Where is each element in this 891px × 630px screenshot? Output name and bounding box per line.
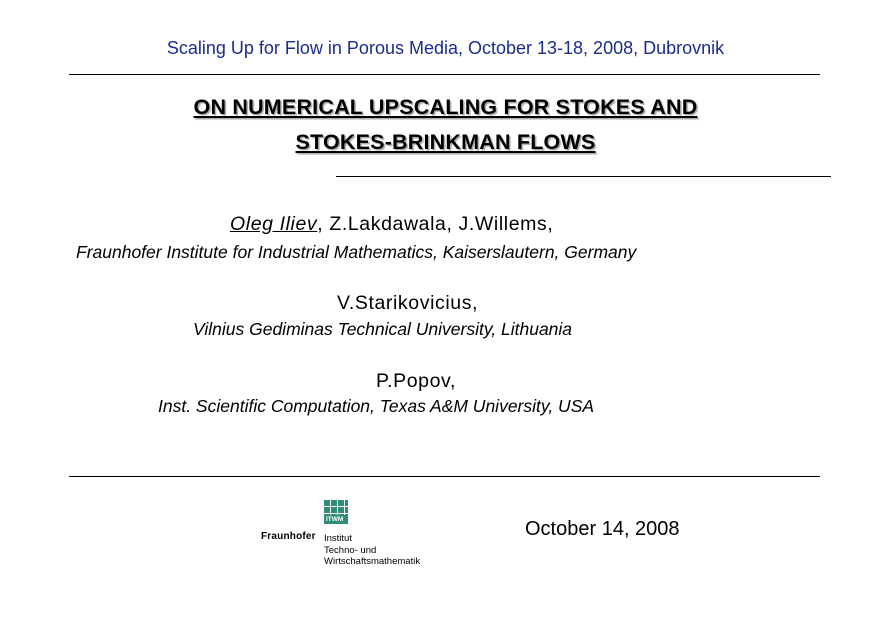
title-line-2: STOKES-BRINKMAN FLOWS bbox=[295, 130, 596, 154]
presentation-date: October 14, 2008 bbox=[525, 518, 680, 540]
author-line-1 bbox=[230, 213, 553, 236]
institute-name bbox=[324, 533, 420, 568]
author-3: P.Popov, bbox=[376, 370, 456, 392]
institute-line-1: Institut bbox=[324, 533, 352, 544]
itwm-mark-bar bbox=[324, 515, 348, 524]
title-divider bbox=[336, 176, 831, 177]
title-line-1: ON NUMERICAL UPSCALING FOR STOKES AND bbox=[193, 95, 698, 119]
conference-header: Scaling Up for Flow in Porous Media, October 13-18, 2008, Dubrovnik bbox=[166, 38, 725, 58]
top-divider bbox=[69, 74, 820, 75]
fraunhofer-brand: Fraunhofer bbox=[261, 531, 316, 542]
affiliation-2: Vilnius Gediminas Technical University, Lithuania bbox=[193, 319, 573, 339]
coauthors: , Z.Lakdawala, J.Willems, bbox=[317, 213, 554, 235]
itwm-mark: ITWM bbox=[326, 516, 344, 523]
institute-line-3: Wirtschaftsmathematik bbox=[324, 556, 421, 567]
affiliation-3: Inst. Scientific Computation, Texas A&M University, USA bbox=[158, 396, 595, 416]
author-2: V.Starikovicius, bbox=[337, 292, 479, 314]
affiliation-1: Fraunhofer Institute for Industrial Mathematics, Kaiserslautern, Germany bbox=[76, 242, 637, 262]
bottom-divider bbox=[69, 476, 820, 477]
institute-line-2: Techno- und bbox=[324, 544, 377, 556]
presenter-name: Oleg Iliev bbox=[230, 213, 318, 235]
